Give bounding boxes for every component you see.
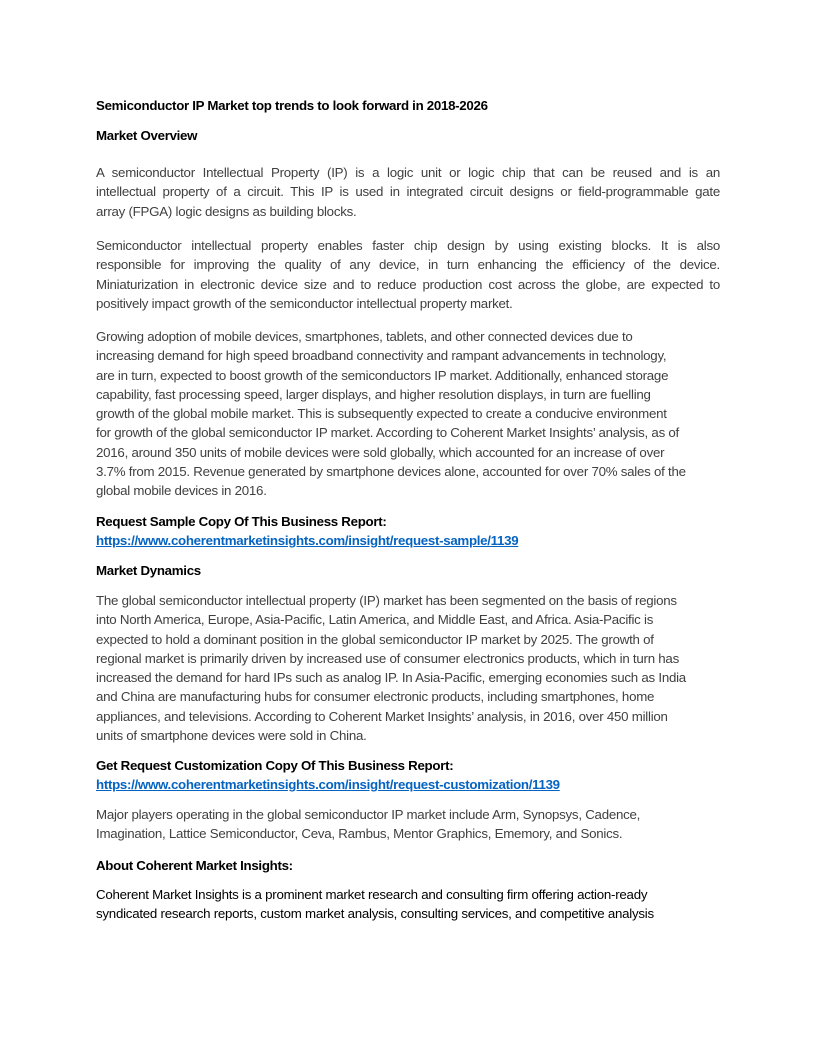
text-line: syndicated research reports, custom market analysis, consulting services, and competitive analysis xyxy=(96,906,654,922)
customization-request-link[interactable]: https://www.coherentmarketinsights.com/insight/request-customization/1139 xyxy=(96,777,560,792)
about-paragraph xyxy=(96,885,720,924)
text-line: expected to hold a dominant position in the global semiconductor IP market by 2025. The growth of xyxy=(96,631,654,647)
text-line: for growth of the global semiconductor IP market. According to Coherent Market Insights’ analysis, as of xyxy=(96,425,680,441)
major-players-paragraph xyxy=(96,805,720,844)
overview-paragraph-2 xyxy=(96,236,720,313)
text-line: regional market is primarily driven by increased use of consumer electronics products, which in turn has xyxy=(96,650,679,666)
text-line: Coherent Market Insights is a prominent market research and consulting firm offering action-ready xyxy=(96,887,648,902)
text-line: are in turn, expected to boost growth of the semiconductors IP market. Additionally, enhanced storage xyxy=(96,367,669,383)
text-line: growth of the global mobile market. This is subsequently expected to create a conducive environment xyxy=(96,406,667,422)
market-overview-heading: Market Overview xyxy=(96,128,198,143)
overview-paragraph-3 xyxy=(96,327,720,501)
text-line: 3.7% from 2015. Revenue generated by smartphone devices alone, accounted for over 70% sales of the xyxy=(96,464,686,480)
text-line: The global semiconductor intellectual property (IP) market has been segmented on the basis of regions xyxy=(96,593,677,608)
text-line: units of smartphone devices were sold in China. xyxy=(96,728,367,744)
text-line: responsible for improving the quality of any device, in turn enhancing the efficiency of the device. xyxy=(96,257,720,273)
text-line: A semiconductor Intellectual Property (IP) is a logic unit or logic chip that can be reused and is an xyxy=(96,165,720,180)
market-dynamics-paragraph xyxy=(96,591,720,745)
text-line: and China are manufacturing hubs for consumer electronic products, including smartphones, home xyxy=(96,689,655,705)
text-line: positively impact growth of the semiconductor intellectual property market. xyxy=(96,295,513,311)
text-line: Miniaturization in electronic device size and to reduce production cost across the globe, are expected to xyxy=(96,276,720,292)
text-line: 2016, around 350 units of mobile devices were sold globally, which accounted for an increase of over xyxy=(96,444,665,460)
customization-request-label: Get Request Customization Copy Of This Business Report: xyxy=(96,758,454,773)
sample-request-label: Request Sample Copy Of This Business Report: xyxy=(96,514,387,529)
text-line: array (FPGA) logic designs as building blocks. xyxy=(96,203,357,219)
text-line: into North America, Europe, Asia-Pacific, Latin America, and Middle East, and Africa. Asia-Pacific is xyxy=(96,612,654,628)
text-line: appliances, and televisions. According to Coherent Market Insights’ analysis, in 2016, over 450 million xyxy=(96,708,668,724)
text-line: Imagination, Lattice Semiconductor, Ceva, Rambus, Mentor Graphics, Ememory, and Sonics. xyxy=(96,826,623,842)
text-line: increasing demand for high speed broadband connectivity and rampant advancements in technology, xyxy=(96,348,667,364)
text-line: Major players operating in the global semiconductor IP market include Arm, Synopsys, Cadence, xyxy=(96,807,641,822)
market-dynamics-heading: Market Dynamics xyxy=(96,563,201,578)
overview-paragraph-1 xyxy=(96,163,720,221)
text-line: Growing adoption of mobile devices, smartphones, tablets, and other connected devices due to xyxy=(96,329,633,344)
sample-request-link[interactable]: https://www.coherentmarketinsights.com/insight/request-sample/1139 xyxy=(96,533,519,548)
document-title: Semiconductor IP Market top trends to look forward in 2018-2026 xyxy=(96,98,488,113)
about-heading: About Coherent Market Insights: xyxy=(96,858,293,873)
text-line: increased the demand for hard IPs such as analog IP. In Asia-Pacific, emerging economies such as India xyxy=(96,670,686,686)
text-line: intellectual property of a circuit. This IP is used in integrated circuit designs or field-programmable gate xyxy=(96,184,720,200)
text-line: global mobile devices in 2016. xyxy=(96,483,267,499)
text-line: capability, fast processing speed, larger displays, and higher resolution displays, in turn are fuelling xyxy=(96,386,651,402)
text-line: Semiconductor intellectual property enables faster chip design by using existing blocks. It is also xyxy=(96,238,720,253)
